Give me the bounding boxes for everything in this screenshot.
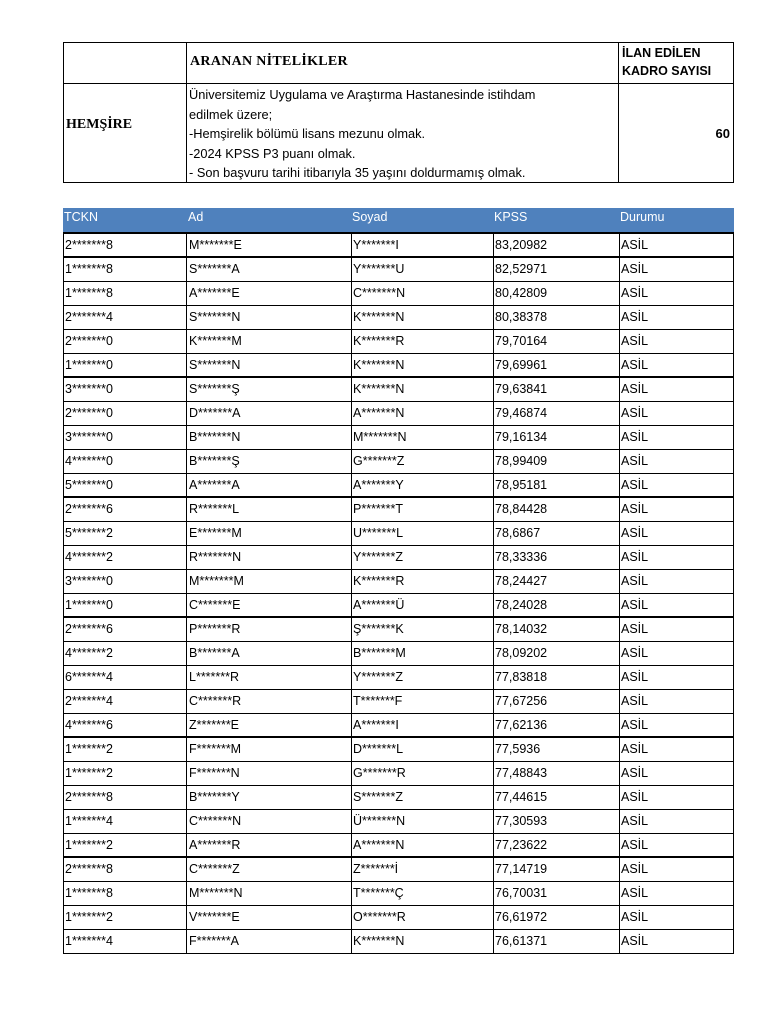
role-title: HEMŞİRE	[66, 117, 133, 132]
cell-durumu: ASİL	[621, 718, 649, 732]
table-row	[64, 786, 733, 810]
cell-tckn: 3*******0	[65, 574, 113, 588]
cell-ad: B*******Y	[189, 790, 240, 804]
table-row	[64, 666, 733, 690]
cell-tckn: 1*******0	[65, 358, 113, 372]
cell-ad: A*******A	[189, 478, 240, 492]
table-row	[64, 306, 733, 330]
cell-ad: R*******L	[189, 502, 240, 516]
cell-soyad: K*******N	[353, 382, 405, 396]
column-divider	[618, 43, 619, 182]
position-count-value: 60	[715, 126, 730, 141]
cell-durumu: ASİL	[621, 574, 649, 588]
cell-ad: M*******M	[189, 574, 244, 588]
table-row	[64, 714, 733, 738]
cell-kpss: 79,63841	[495, 382, 548, 396]
results-table-body	[63, 232, 734, 954]
cell-soyad: A*******Y	[353, 478, 404, 492]
cell-soyad: Ü*******N	[353, 814, 406, 828]
cell-kpss: 78,95181	[495, 478, 548, 492]
cell-durumu: ASİL	[621, 238, 649, 252]
cell-kpss: 79,69961	[495, 358, 548, 372]
cell-ad: C*******R	[189, 694, 242, 708]
table-row	[64, 690, 733, 714]
cell-kpss: 76,70031	[495, 886, 548, 900]
cell-ad: F*******N	[189, 766, 240, 780]
cell-soyad: C*******N	[353, 286, 406, 300]
cell-durumu: ASİL	[621, 430, 649, 444]
cell-tckn: 5*******2	[65, 526, 113, 540]
table-row	[64, 570, 733, 594]
cell-ad: S*******N	[189, 358, 241, 372]
cell-tckn: 4*******2	[65, 646, 113, 660]
cell-durumu: ASİL	[621, 310, 649, 324]
header-tckn: TCKN	[64, 210, 99, 224]
requirement-line: Üniversitemiz Uygulama ve Araştırma Hastanesinde istihdam	[189, 87, 536, 102]
requirement-line: -2024 KPSS P3 puanı olmak.	[189, 145, 356, 161]
cell-ad: S*******A	[189, 262, 240, 276]
cell-kpss: 77,67256	[495, 694, 548, 708]
cell-kpss: 78,09202	[495, 646, 548, 660]
cell-durumu: ASİL	[621, 814, 649, 828]
cell-tckn: 1*******2	[65, 742, 113, 756]
cell-soyad: K*******R	[353, 574, 405, 588]
cell-durumu: ASİL	[621, 262, 649, 276]
cell-soyad: M*******N	[353, 430, 407, 444]
results-table	[63, 208, 734, 954]
table-row	[64, 906, 733, 930]
cell-durumu: ASİL	[621, 742, 649, 756]
cell-soyad: A*******N	[353, 838, 405, 852]
table-row	[64, 642, 733, 666]
cell-durumu: ASİL	[621, 454, 649, 468]
cell-durumu: ASİL	[621, 886, 649, 900]
header-ad: Ad	[188, 210, 204, 224]
cell-soyad: D*******L	[353, 742, 404, 756]
cell-tckn: 2*******8	[65, 238, 113, 252]
table-row	[64, 618, 733, 642]
requirements-text	[189, 85, 535, 183]
table-row	[64, 474, 733, 498]
cell-tckn: 2*******8	[65, 790, 113, 804]
cell-soyad: A*******I	[353, 718, 399, 732]
cell-durumu: ASİL	[621, 550, 649, 564]
cell-kpss: 77,48843	[495, 766, 548, 780]
cell-tckn: 2*******0	[65, 406, 113, 420]
cell-soyad: T*******Ç	[353, 886, 404, 900]
cell-kpss: 79,46874	[495, 406, 548, 420]
cell-ad: R*******N	[189, 550, 242, 564]
cell-tckn: 1*******2	[65, 838, 113, 852]
cell-kpss: 76,61972	[495, 910, 548, 924]
cell-durumu: ASİL	[621, 622, 649, 636]
column-divider	[186, 43, 187, 182]
cell-durumu: ASİL	[621, 934, 649, 948]
position-count-heading	[622, 44, 711, 80]
cell-tckn: 2*******0	[65, 334, 113, 348]
info-table	[63, 42, 734, 183]
cell-kpss: 78,14032	[495, 622, 548, 636]
cell-ad: P*******R	[189, 622, 241, 636]
table-row	[64, 354, 733, 378]
table-row	[64, 882, 733, 906]
cell-durumu: ASİL	[621, 910, 649, 924]
cell-ad: D*******A	[189, 406, 241, 420]
cell-tckn: 1*******4	[65, 934, 113, 948]
cell-kpss: 78,33336	[495, 550, 548, 564]
cell-kpss: 77,44615	[495, 790, 548, 804]
cell-tckn: 6*******4	[65, 670, 113, 684]
cell-durumu: ASİL	[621, 382, 649, 396]
table-row	[64, 330, 733, 354]
cell-durumu: ASİL	[621, 358, 649, 372]
cell-ad: C*******E	[189, 598, 241, 612]
cell-ad: A*******E	[189, 286, 240, 300]
cell-kpss: 77,23622	[495, 838, 548, 852]
cell-soyad: K*******N	[353, 310, 405, 324]
cell-ad: F*******A	[189, 934, 240, 948]
cell-tckn: 4*******2	[65, 550, 113, 564]
row-divider	[64, 83, 733, 84]
cell-soyad: K*******N	[353, 358, 405, 372]
cell-kpss: 83,20982	[495, 238, 548, 252]
cell-tckn: 1*******8	[65, 286, 113, 300]
table-row	[64, 594, 733, 618]
cell-soyad: O*******R	[353, 910, 406, 924]
cell-ad: M*******N	[189, 886, 243, 900]
cell-soyad: A*******N	[353, 406, 405, 420]
cell-ad: C*******N	[189, 814, 242, 828]
cell-soyad: T*******F	[353, 694, 403, 708]
results-table-header	[63, 208, 734, 232]
requirements-heading: ARANAN NİTELİKLER	[190, 54, 348, 69]
cell-soyad: P*******T	[353, 502, 404, 516]
cell-tckn: 2*******6	[65, 502, 113, 516]
table-row	[64, 426, 733, 450]
table-row	[64, 402, 733, 426]
table-row	[64, 522, 733, 546]
cell-durumu: ASİL	[621, 502, 649, 516]
cell-tckn: 4*******6	[65, 718, 113, 732]
cell-kpss: 77,83818	[495, 670, 548, 684]
cell-soyad: G*******Z	[353, 454, 405, 468]
cell-soyad: A*******Ü	[353, 598, 405, 612]
cell-durumu: ASİL	[621, 286, 649, 300]
cell-ad: K*******M	[189, 334, 242, 348]
table-row	[64, 498, 733, 522]
cell-kpss: 77,5936	[495, 742, 541, 756]
header-kpss: KPSS	[494, 210, 528, 224]
cell-soyad: Y*******Z	[353, 670, 404, 684]
cell-ad: B*******A	[189, 646, 240, 660]
cell-durumu: ASİL	[621, 406, 649, 420]
cell-kpss: 82,52971	[495, 262, 548, 276]
cell-tckn: 1*******2	[65, 910, 113, 924]
cell-ad: E*******M	[189, 526, 242, 540]
cell-kpss: 78,24028	[495, 598, 548, 612]
cell-durumu: ASİL	[621, 694, 649, 708]
cell-tckn: 1*******2	[65, 766, 113, 780]
cell-tckn: 1*******8	[65, 262, 113, 276]
cell-tckn: 3*******0	[65, 382, 113, 396]
table-row	[64, 450, 733, 474]
cell-soyad: B*******M	[353, 646, 406, 660]
cell-soyad: U*******L	[353, 526, 404, 540]
cell-durumu: ASİL	[621, 862, 649, 876]
cell-soyad: Y*******U	[353, 262, 405, 276]
table-row	[64, 762, 733, 786]
table-row	[64, 834, 733, 858]
cell-kpss: 78,6867	[495, 526, 541, 540]
cell-durumu: ASİL	[621, 598, 649, 612]
cell-ad: B*******N	[189, 430, 241, 444]
cell-kpss: 77,30593	[495, 814, 548, 828]
cell-ad: S*******Ş	[189, 382, 240, 396]
requirement-line: - Son başvuru tarihi itibarıyla 35 yaşını doldurmamış olmak.	[189, 165, 526, 181]
cell-durumu: ASİL	[621, 334, 649, 348]
cell-durumu: ASİL	[621, 526, 649, 540]
cell-tckn: 1*******8	[65, 886, 113, 900]
cell-kpss: 79,70164	[495, 334, 548, 348]
header-durumu: Durumu	[620, 210, 665, 224]
position-count-heading-line2: KADRO SAYISI	[622, 64, 712, 78]
table-row	[64, 258, 733, 282]
table-row	[64, 738, 733, 762]
cell-durumu: ASİL	[621, 670, 649, 684]
cell-durumu: ASİL	[621, 646, 649, 660]
cell-soyad: Y*******Z	[353, 550, 404, 564]
cell-ad: Z*******E	[189, 718, 240, 732]
cell-soyad: S*******Z	[353, 790, 404, 804]
cell-ad: F*******M	[189, 742, 242, 756]
cell-soyad: Z*******İ	[353, 862, 399, 876]
cell-kpss: 78,99409	[495, 454, 548, 468]
cell-durumu: ASİL	[621, 838, 649, 852]
cell-kpss: 78,84428	[495, 502, 548, 516]
requirement-line: edilmek üzere;	[189, 106, 273, 122]
table-row	[64, 546, 733, 570]
cell-tckn: 2*******6	[65, 622, 113, 636]
cell-tckn: 5*******0	[65, 478, 113, 492]
cell-tckn: 4*******0	[65, 454, 113, 468]
cell-kpss: 77,62136	[495, 718, 548, 732]
cell-tckn: 2*******4	[65, 694, 113, 708]
cell-durumu: ASİL	[621, 478, 649, 492]
table-row	[64, 810, 733, 834]
requirement-line: -Hemşirelik bölümü lisans mezunu olmak.	[189, 126, 426, 142]
cell-ad: M*******E	[189, 238, 242, 252]
cell-soyad: K*******N	[353, 934, 405, 948]
position-count-heading-line1: İLAN EDİLEN	[622, 46, 701, 60]
table-row	[64, 378, 733, 402]
cell-kpss: 80,42809	[495, 286, 548, 300]
cell-tckn: 1*******4	[65, 814, 113, 828]
cell-tckn: 3*******0	[65, 430, 113, 444]
cell-ad: S*******N	[189, 310, 241, 324]
cell-soyad: K*******R	[353, 334, 405, 348]
cell-ad: C*******Z	[189, 862, 240, 876]
cell-soyad: G*******R	[353, 766, 406, 780]
cell-kpss: 76,61371	[495, 934, 548, 948]
cell-ad: L*******R	[189, 670, 240, 684]
cell-tckn: 2*******4	[65, 310, 113, 324]
table-row	[64, 282, 733, 306]
cell-ad: V*******E	[189, 910, 240, 924]
cell-soyad: Y*******I	[353, 238, 399, 252]
table-row	[64, 858, 733, 882]
cell-tckn: 2*******8	[65, 862, 113, 876]
cell-kpss: 79,16134	[495, 430, 548, 444]
cell-kpss: 80,38378	[495, 310, 548, 324]
cell-ad: A*******R	[189, 838, 241, 852]
cell-kpss: 77,14719	[495, 862, 548, 876]
cell-soyad: Ş*******K	[353, 622, 404, 636]
table-row	[64, 234, 733, 258]
cell-tckn: 1*******0	[65, 598, 113, 612]
table-row	[64, 930, 733, 954]
cell-durumu: ASİL	[621, 766, 649, 780]
cell-ad: B*******Ş	[189, 454, 240, 468]
header-soyad: Soyad	[352, 210, 388, 224]
cell-kpss: 78,24427	[495, 574, 548, 588]
cell-durumu: ASİL	[621, 790, 649, 804]
